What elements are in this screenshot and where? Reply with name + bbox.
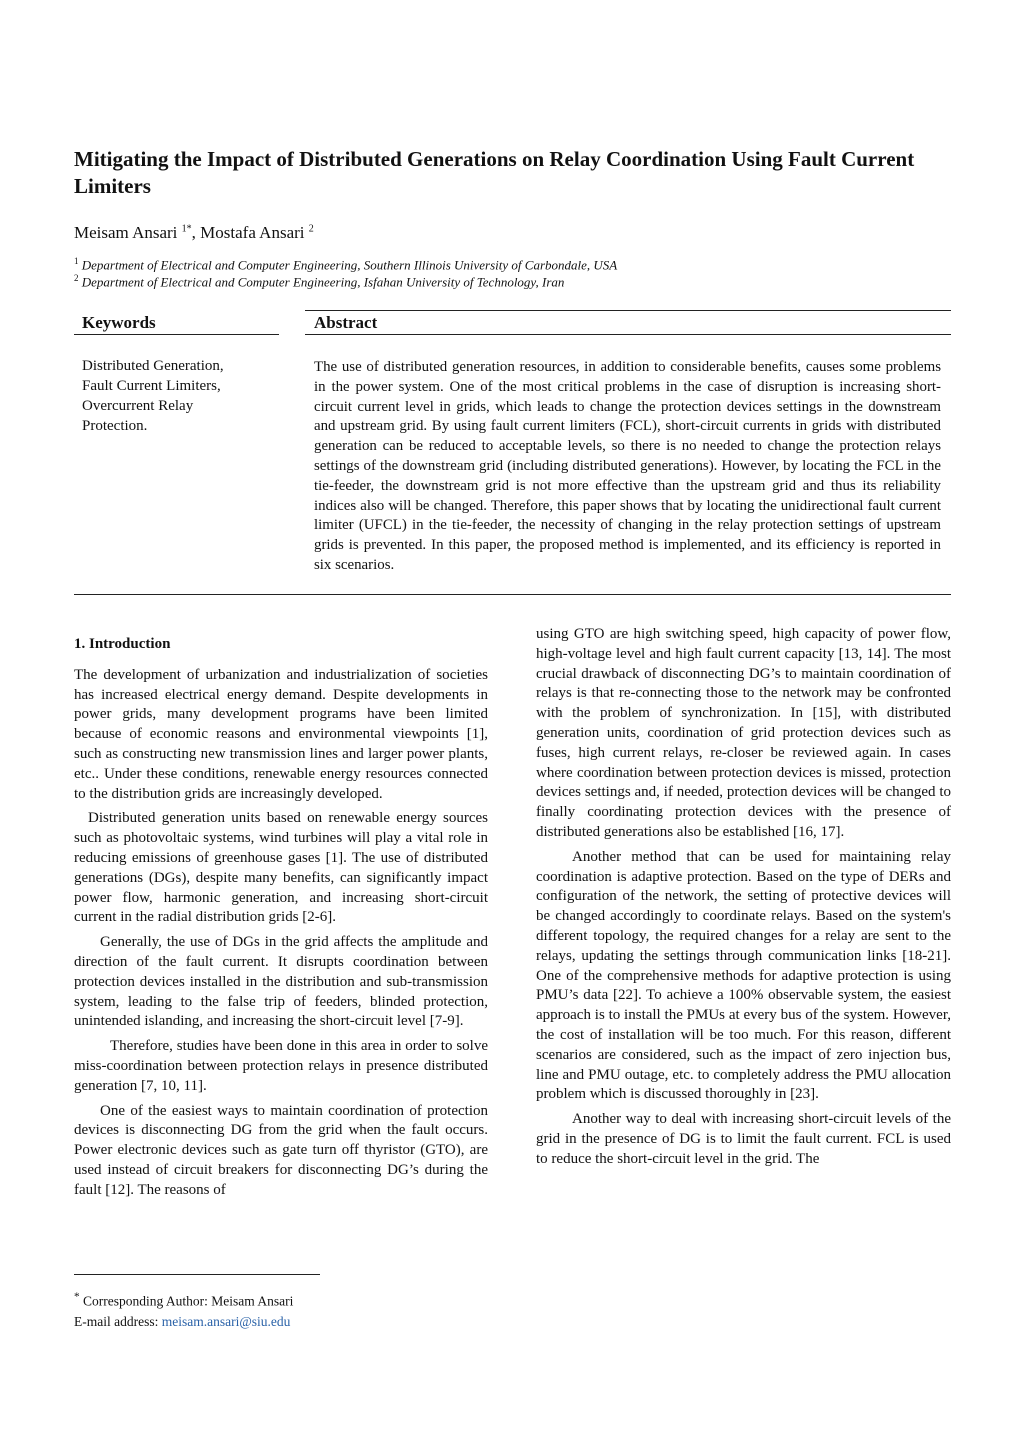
affiliation-number: 1 bbox=[74, 256, 79, 266]
paragraph: Another way to deal with increasing short-circuit levels of the grid in the presence of DG is to limit the fault current. FCL is used to reduce the short-circuit level in the grid. The bbox=[536, 1111, 951, 1167]
paragraph: Another method that can be used for maintaining relay coordination is adaptive protection. Based on the type of DERs and configuration of the network, the setting of protective devices will be changed accordingly to coordinate relays. Based on the system's different topology, the required changes for a relay are sent to the relays, updating the settings through communication links [18-21]. One of the comprehensive methods for adaptive protection is using PMU’s data [22]. To achieve a 100% observable system, the easiest approach is to install the PMUs at every bus of the system. However, the cost of installation will be too much. For this reason, different scenarios are considered, such as the impact of zero injection bus, line and PMU outage, etc. to completely address the PMU allocation problem which is discussed thoroughly in [23]. bbox=[536, 848, 951, 1103]
affiliation-2 bbox=[74, 273, 564, 290]
email-link[interactable]: meisam.ansari@siu.edu bbox=[161, 1313, 291, 1329]
abstract-top-rule bbox=[305, 310, 951, 311]
author-affiliation-mark: 1* bbox=[181, 223, 192, 235]
paragraph: Distributed generation units based on renewable energy sources such as photovoltaic systems, wind turbines will play a vital role in reducing emissions of greenhouse gases [1]. The use of distributed generations (DGs), despite many benefits, can significantly impact power flow, harmonic generation, and increasing short-circuit current in the radial distribution grids [2-6]. bbox=[74, 810, 488, 926]
abstract-underline bbox=[305, 334, 951, 335]
keyword-line: Distributed Generation, bbox=[82, 358, 224, 374]
keywords-list bbox=[82, 356, 272, 436]
affiliation-number: 2 bbox=[74, 273, 79, 283]
paragraph: The development of urbanization and industrialization of societies has increased electrical energy demand. Despite developments in power grids, many development programs have been limited because of economic reasons and environmental viewpoints [1], such as constructing new transmission lines and larger power plants, etc.. Under these conditions, renewable energy resources connected to the distribution grids are increasingly developed. bbox=[74, 666, 488, 802]
keywords-underline bbox=[74, 334, 279, 335]
keywords-heading: Keywords bbox=[82, 313, 156, 332]
email-label: E-mail address: bbox=[74, 1313, 162, 1329]
footnote bbox=[74, 1287, 293, 1332]
paragraph: Therefore, studies have been done in this area in order to solve miss-coordination between protection relays in presence distributed generation [7, 10, 11]. bbox=[74, 1038, 488, 1094]
affiliation-1 bbox=[74, 256, 617, 273]
abstract-bottom-rule bbox=[74, 594, 951, 595]
paragraph: Generally, the use of DGs in the grid affects the amplitude and direction of the fault current. It disrupts coordination between protection devices installed in the distribution and sub-transmission system, leading to the false trip of feeders, blinded protection, unintended islanding, and increasing the short-circuit level [7-9]. bbox=[74, 934, 488, 1030]
footnote-star: * bbox=[74, 1291, 80, 1303]
author-list bbox=[74, 223, 314, 243]
corresponding-author: Corresponding Author: Meisam Ansari bbox=[83, 1293, 294, 1309]
paragraph: using GTO are high switching speed, high capacity of power flow, high-voltage level and high fault current capacity [13, 14]. The most crucial drawback of disconnecting DG’s to maintain coordination of relays is that re-connecting those to the network may be confronted with the problem of synchronization. In [15], with distributed generation units, coordination of grid protection devices such as fuses, high current relays, re-closer be reviewed again. In cases where coordination between protection devices is missed, protection devices settings and, if needed, protection devices will be changed to finally coordinating protection devices with the presence of distributed generations also be established [16, 17]. bbox=[536, 626, 951, 840]
abstract-text: The use of distributed generation resources, in addition to considerable benefits, causes some problems in the power system. One of the most critical problems in the case of disruption is increasing short-circuit current level in grids, which leads to change the protection devices settings in the downstream and upstream grid. By using fault current limiters (FCL), short-circuit currents in grids with distributed generation can be reduced to acceptable levels, so there is no needed to change the protection relays settings of the downstream grid (including distributed generations). However, by locating the FCL in the tie-feeder, the downstream grid is not more effective than the upstream grid and thus its reliability indices also will be changed. Therefore, this paper shows that by locating the unidirectional fault current limiter (UFCL) in the tie-feeder, the necessity of changing in the relay protection settings of upstream grids is prevented. In this paper, the proposed method is implemented, and its efficiency is reported in six scenarios. bbox=[314, 359, 941, 573]
right-column bbox=[536, 625, 951, 1175]
section-heading-introduction: 1. Introduction bbox=[74, 636, 171, 652]
footnote-separator bbox=[74, 1274, 320, 1275]
author-affiliation-mark: 2 bbox=[308, 223, 314, 235]
affiliation-text: Department of Electrical and Computer Engineering, Isfahan University of Technology, Iran bbox=[81, 274, 565, 290]
keyword-line: Protection. bbox=[82, 418, 148, 434]
author-name: Meisam Ansari bbox=[74, 223, 178, 242]
keyword-line: Overcurrent Relay bbox=[82, 398, 194, 414]
paragraph: One of the easiest ways to maintain coordination of protection devices is disconnecting DG from the grid when the fault occurs. Power electronic devices such as gate turn off thyristor (GTO), are used instead of circuit breakers for disconnecting DG’s during the fault [12]. The reasons of bbox=[74, 1102, 488, 1198]
author-separator: , bbox=[191, 223, 201, 242]
abstract-heading: Abstract bbox=[314, 313, 378, 332]
author-name: Mostafa Ansari bbox=[200, 223, 305, 242]
keyword-line: Fault Current Limiters, bbox=[82, 378, 221, 394]
affiliation-text: Department of Electrical and Computer Engineering, Southern Illinois University of Carbondale, USA bbox=[81, 257, 618, 273]
paper-title: Mitigating the Impact of Distributed Generations on Relay Coordination Using Fault Current Limiters bbox=[74, 147, 915, 198]
left-column bbox=[74, 635, 488, 1206]
